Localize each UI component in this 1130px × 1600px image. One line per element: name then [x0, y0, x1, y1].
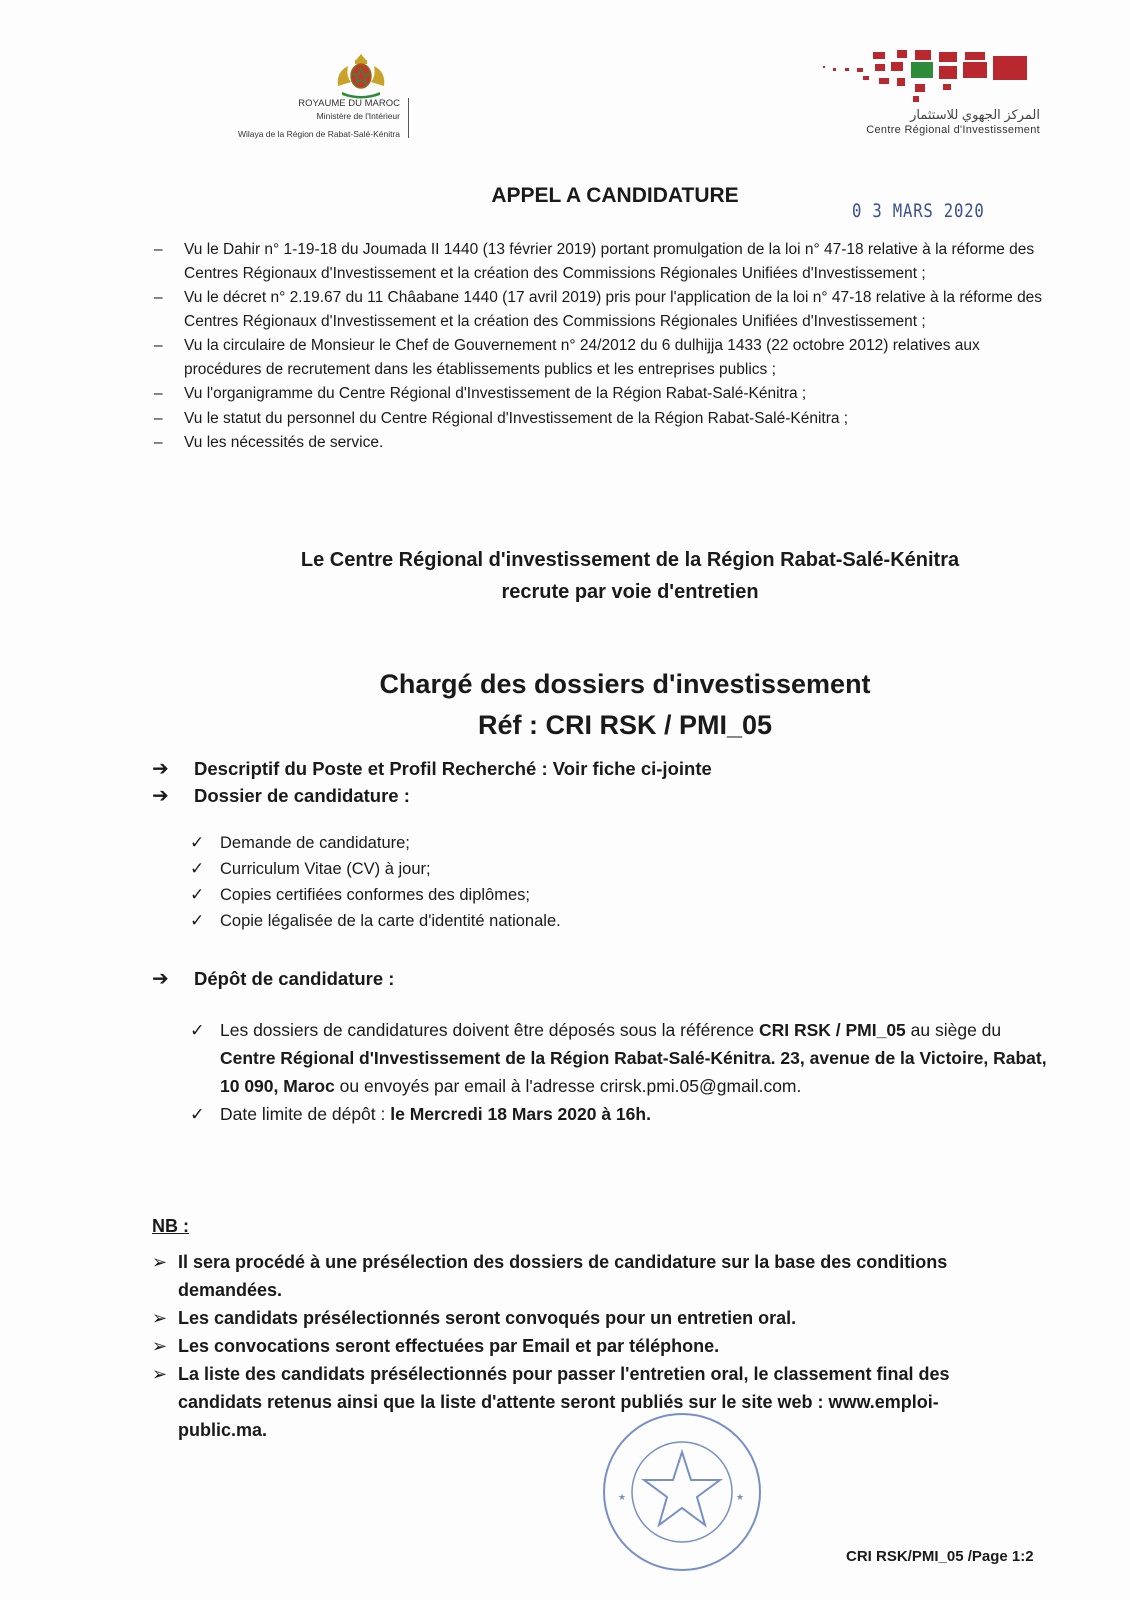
dash-icon: –: [154, 434, 163, 451]
wilaya-label: Wilaya de la Région de Rabat-Salé-Kénitra: [237, 129, 400, 139]
depot-details: [190, 1016, 1060, 1128]
list-item: ➢ Les convocations seront effectuées par Email et par téléphone.: [152, 1332, 1012, 1360]
dossier-heading: [152, 783, 410, 808]
kingdom-label: ROYAUME DU MAROC: [298, 98, 400, 109]
cri-logo-icon: [815, 48, 1045, 108]
list-item: – Vu la circulaire de Monsieur le Chef de Gouvernement n° 24/2012 du 6 dulhijja 1433 (22 octobre 2012) relatives aux procédures de recrutement dans les établissements publics et les entreprises publics ;: [152, 334, 1052, 381]
arrow-right-icon: ➔: [152, 785, 169, 807]
pointer-icon: ➢: [152, 1364, 168, 1384]
list-item: ✓ Demande de candidature;: [190, 830, 561, 856]
check-icon: ✓: [190, 911, 205, 930]
dossier-list: [190, 830, 561, 934]
date-stamp: 0 3 MARS 2020: [852, 200, 985, 222]
official-stamp-icon: [598, 1408, 766, 1576]
list-item: ✓ Les dossiers de candidatures doivent être déposés sous la référence CRI RSK / PMI_05 au siège du Centre Régional d'Investissement de la Région Rabat-Salé-Kénitra. 23, avenue de la Victoire, Rabat, 10 090, Maroc ou envoyés par email à l'adresse crirsk.pmi.05@gmail.com.: [190, 1016, 1060, 1100]
nb-list: [152, 1248, 1012, 1444]
dash-icon: –: [154, 385, 163, 402]
royal-emblem-icon: [330, 52, 392, 100]
page-reference: CRI RSK/PMI_05 /Page 1:2: [846, 1548, 1034, 1565]
list-item: – Vu le statut du personnel du Centre Régional d'Investissement de la Région Rabat-Salé-Kénitra ;: [152, 407, 1052, 431]
svg-text:★: ★: [618, 1493, 627, 1503]
depot-heading: [152, 966, 394, 991]
check-icon: ✓: [190, 885, 205, 904]
dash-icon: –: [154, 337, 163, 354]
document-title: APPEL A CANDIDATURE: [491, 184, 739, 207]
email-address[interactable]: crirsk.pmi.05@gmail.com.: [599, 1076, 802, 1096]
pointer-icon: ➢: [152, 1308, 168, 1328]
considerations-list: [152, 238, 1052, 456]
dash-icon: –: [154, 409, 163, 427]
descriptif-text: Descriptif du Poste et Profil Recherché : Voir fiche ci-jointe: [194, 758, 712, 779]
check-icon: ✓: [190, 1020, 205, 1040]
list-item: ➢ Il sera procédé à une présélection des dossiers de candidature sur la base des conditions demandées.: [152, 1248, 1012, 1304]
list-item: ✓ Copie légalisée de la carte d'identité nationale.: [190, 908, 561, 934]
check-icon: ✓: [190, 859, 205, 878]
recruit-heading: [0, 544, 1130, 608]
descriptif-line: [152, 756, 712, 781]
dossier-text: Dossier de candidature :: [194, 785, 410, 806]
dash-icon: –: [154, 241, 163, 258]
recruit-line-1: Le Centre Régional d'investissement de la Région Rabat-Salé-Kénitra: [300, 549, 960, 571]
cri-arabic-name: المركز الجهوي للاستثمار: [910, 107, 1040, 122]
cri-name: Centre Régional d'Investissement: [866, 124, 1040, 136]
recruit-line-2: recrute par voie d'entretien: [501, 581, 759, 603]
post-reference: Réf : CRI RSK / PMI_05: [477, 710, 773, 740]
list-item: ✓ Copies certifiées conformes des diplômes;: [190, 882, 561, 908]
pointer-icon: ➢: [152, 1336, 168, 1356]
nb-label: NB :: [152, 1216, 189, 1236]
pointer-icon: ➢: [152, 1252, 168, 1272]
list-item: ➢ La liste des candidats présélectionnés pour passer l'entretien oral, le classement final des candidats retenus ainsi que la liste d'attente seront publiés sur le site web : www.emploi-public.ma.: [152, 1360, 1012, 1444]
list-item: ✓ Date limite de dépôt : le Mercredi 18 Mars 2020 à 16h.: [190, 1100, 1060, 1128]
list-item: – Vu l'organigramme du Centre Régional d'Investissement de la Région Rabat-Salé-Kénitra ;: [152, 382, 1052, 406]
post-title: Chargé des dossiers d'investissement: [379, 669, 871, 699]
list-item: – Vu les nécessités de service.: [152, 431, 1052, 455]
list-item: – Vu le décret n° 2.19.67 du 11 Châabane 1440 (17 avril 2019) pris pour l'application de la loi n° 47-18 relative à la réforme des Centres Régionaux d'Investissement et la création des Commissions Régionales Unifiées d'Investissement ;: [152, 286, 1052, 333]
arrow-right-icon: ➔: [152, 758, 169, 780]
list-item: – Vu le Dahir n° 1-19-18 du Joumada II 1440 (13 février 2019) portant promulgation de la loi n° 47-18 relative à la réforme des Centres Régionaux d'Investissement et la création des Commissions Régionales Unifiées d'Investissement ;: [152, 238, 1052, 285]
dash-icon: –: [154, 289, 163, 306]
depot-text: Dépôt de candidature :: [194, 968, 395, 989]
arrow-right-icon: ➔: [152, 968, 169, 990]
ministry-label: Ministère de l'Intérieur: [316, 111, 400, 121]
check-icon: ✓: [190, 1104, 205, 1124]
ministry-header: [150, 98, 409, 138]
svg-text:★: ★: [736, 1493, 745, 1503]
list-item: ✓ Curriculum Vitae (CV) à jour;: [190, 856, 561, 882]
list-item: ➢ Les candidats présélectionnés seront convoqués pour un entretien oral.: [152, 1304, 1012, 1332]
check-icon: ✓: [190, 833, 205, 852]
post-heading: [0, 664, 1130, 746]
